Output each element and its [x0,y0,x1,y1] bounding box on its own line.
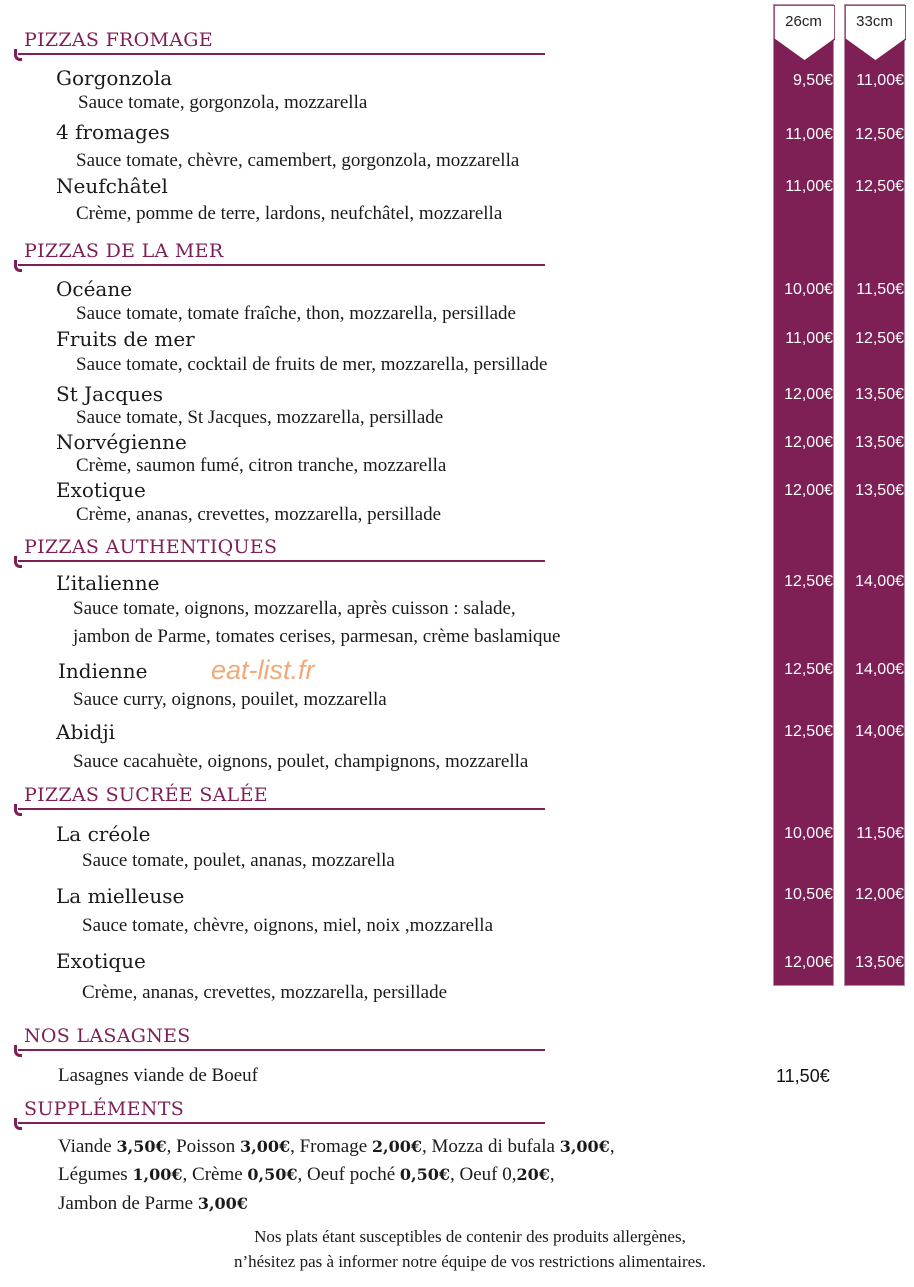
pizza-description: Sauce tomate, St Jacques, mozzarella, persillade [76,407,444,428]
price-26cm: 12,00€ [784,434,833,451]
supplement-price: 20€ [516,1165,550,1184]
pizza-description: Crème, ananas, crevettes, mozzarella, persillade [82,982,448,1003]
heading-underline [18,808,545,810]
pizza-description: Crème, saumon fumé, citron tranche, mozzarella [76,455,447,476]
price-33cm: 14,00€ [855,661,904,678]
supplement-label: , Mozza di bufala [422,1136,560,1157]
section-heading-authentiques [14,536,545,562]
pizza-description: Sauce cacahuète, oignons, poulet, champignons, mozzarella [73,751,529,772]
price-26cm: 12,00€ [784,386,833,403]
pizza-description-line2: jambon de Parme, tomates cerises, parmesan, crème baslamique [73,626,561,647]
price-33cm: 12,00€ [855,886,904,903]
pizza-description: Sauce curry, oignons, pouilet, mozzarella [73,689,387,710]
price-26cm: 9,50€ [792,72,833,89]
pizza-description: Crème, pomme de terre, lardons, neufchâtel, mozzarella [76,203,503,224]
supplement-price: 2,00€ [371,1137,422,1156]
pizza-description: Sauce tomate, oignons, mozzarella, après cuisson : salade, [73,598,516,619]
pizza-description: Sauce tomate, gorgonzola, mozzarella [78,92,368,113]
supplements-line-3 [58,1193,248,1215]
section-title: NOS LASAGNES [24,1025,191,1047]
supplement-price: 3,00€ [197,1194,248,1213]
size-label-26cm: 26cm [785,13,822,30]
heading-flourish [14,49,22,61]
allergen-notice-line-2: n’hésitez pas à informer notre équipe de vos restrictions alimentaires. [233,1252,707,1271]
supplement-label: , [609,1136,615,1157]
lasagne-price: 11,50€ [776,1066,830,1086]
pizza-name: Indienne [58,659,148,683]
pizza-name: La mielleuse [56,884,185,908]
pizza-name: 4 fromages [56,120,170,144]
heading-underline [18,1049,545,1051]
price-26cm: 12,50€ [784,573,833,590]
heading-flourish [14,1045,22,1057]
supplement-label: , Oeuf 0, [450,1164,517,1185]
price-26cm: 12,00€ [784,482,833,499]
supplement-label: Légumes [58,1164,133,1185]
pizza-name: St Jacques [56,382,164,406]
price-26cm: 12,50€ [784,661,833,678]
heading-flourish [14,1118,22,1130]
price-26cm: 12,50€ [784,723,833,740]
price-33cm: 13,50€ [855,434,904,451]
supplement-label: , Poisson [166,1136,240,1157]
supplement-label: Jambon de Parme [58,1193,198,1214]
price-26cm: 11,00€ [785,126,833,143]
section-title: SUPPLÉMENTS [24,1098,185,1120]
pizza-description: Crème, ananas, crevettes, mozzarella, persillade [76,504,442,525]
supplement-price: 3,00€ [559,1137,610,1156]
price-33cm: 14,00€ [855,723,904,740]
heading-flourish [14,804,22,816]
allergen-notice-line-1: Nos plats étant susceptibles de contenir des produits allergènes, [254,1227,686,1246]
price-26cm: 10,00€ [784,281,833,298]
pizza-name: L’italienne [56,571,160,595]
pizza-name: Norvégienne [56,430,187,454]
size-header-26cm [774,5,833,63]
price-26cm: 12,00€ [784,954,833,971]
supplement-label: , Oeuf poché [297,1164,400,1185]
section-heading-sucree-salee [14,784,545,810]
supplement-price: 3,00€ [239,1137,291,1156]
section-title: PIZZAS DE LA MER [24,240,224,262]
pizza-name: Neufchâtel [56,174,168,198]
price-33cm: 12,50€ [855,178,904,195]
pizza-name: Exotique [56,478,146,502]
section-title: PIZZAS SUCRÉE SALÉE [24,784,268,806]
heading-underline [18,1122,545,1124]
lasagne-item: Lasagnes viande de Boeuf [58,1065,258,1086]
pizza-name: La créole [56,822,151,846]
price-26cm: 10,00€ [784,825,833,842]
section-heading-mer [14,240,545,266]
section-heading-fromage [14,29,545,55]
supplement-label: Viande [58,1136,117,1157]
supplement-price: 0,50€ [247,1165,298,1184]
heading-underline [18,53,545,55]
price-26cm: 11,00€ [785,330,833,347]
supplement-price: 1,00€ [132,1165,183,1184]
supplements-line-1 [58,1136,615,1158]
pizza-name: Océane [56,277,133,301]
supplement-price: 3,50€ [116,1137,167,1156]
supplement-label: , [549,1164,555,1185]
pizza-description: Sauce tomate, chèvre, oignons, miel, noix ,mozzarella [82,915,493,936]
pizza-description: Sauce tomate, poulet, ananas, mozzarella [82,850,395,871]
section-heading-lasagnes [14,1025,545,1051]
supplement-label: , Crème [182,1164,248,1185]
price-33cm: 12,50€ [855,330,904,347]
supplements-line-2 [58,1164,555,1186]
pizza-name: Fruits de mer [56,327,195,351]
pizza-description: Sauce tomate, chèvre, camembert, gorgonzola, mozzarella [76,150,520,171]
heading-underline [18,560,545,562]
heading-underline [18,264,545,266]
price-33cm: 13,50€ [855,482,904,499]
price-33cm: 14,00€ [855,573,904,590]
price-33cm: 11,50€ [856,281,904,298]
supplement-price: 0,50€ [399,1165,450,1184]
price-33cm: 13,50€ [855,386,904,403]
pizza-name: Gorgonzola [56,66,173,90]
pizza-description: Sauce tomate, tomate fraîche, thon, mozzarella, persillade [76,303,516,324]
price-33cm: 11,00€ [856,72,904,89]
watermark: eat-list.fr [211,655,315,685]
price-33cm: 12,50€ [855,126,904,143]
pizza-description: Sauce tomate, cocktail de fruits de mer, mozzarella, persillade [76,354,548,375]
supplement-label: , Fromage [290,1136,372,1157]
price-26cm: 10,50€ [784,886,833,903]
heading-flourish [14,260,22,272]
size-header-33cm [845,5,904,63]
price-33cm: 11,50€ [856,825,904,842]
pizza-name: Exotique [56,949,146,973]
price-33cm: 13,50€ [855,954,904,971]
size-label-33cm: 33cm [856,13,893,30]
section-title: PIZZAS AUTHENTIQUES [24,536,278,558]
section-title: PIZZAS FROMAGE [24,29,213,51]
pizza-name: Abidji [56,720,116,744]
price-26cm: 11,00€ [785,178,833,195]
heading-flourish [14,556,22,568]
section-heading-supplements [14,1098,545,1124]
